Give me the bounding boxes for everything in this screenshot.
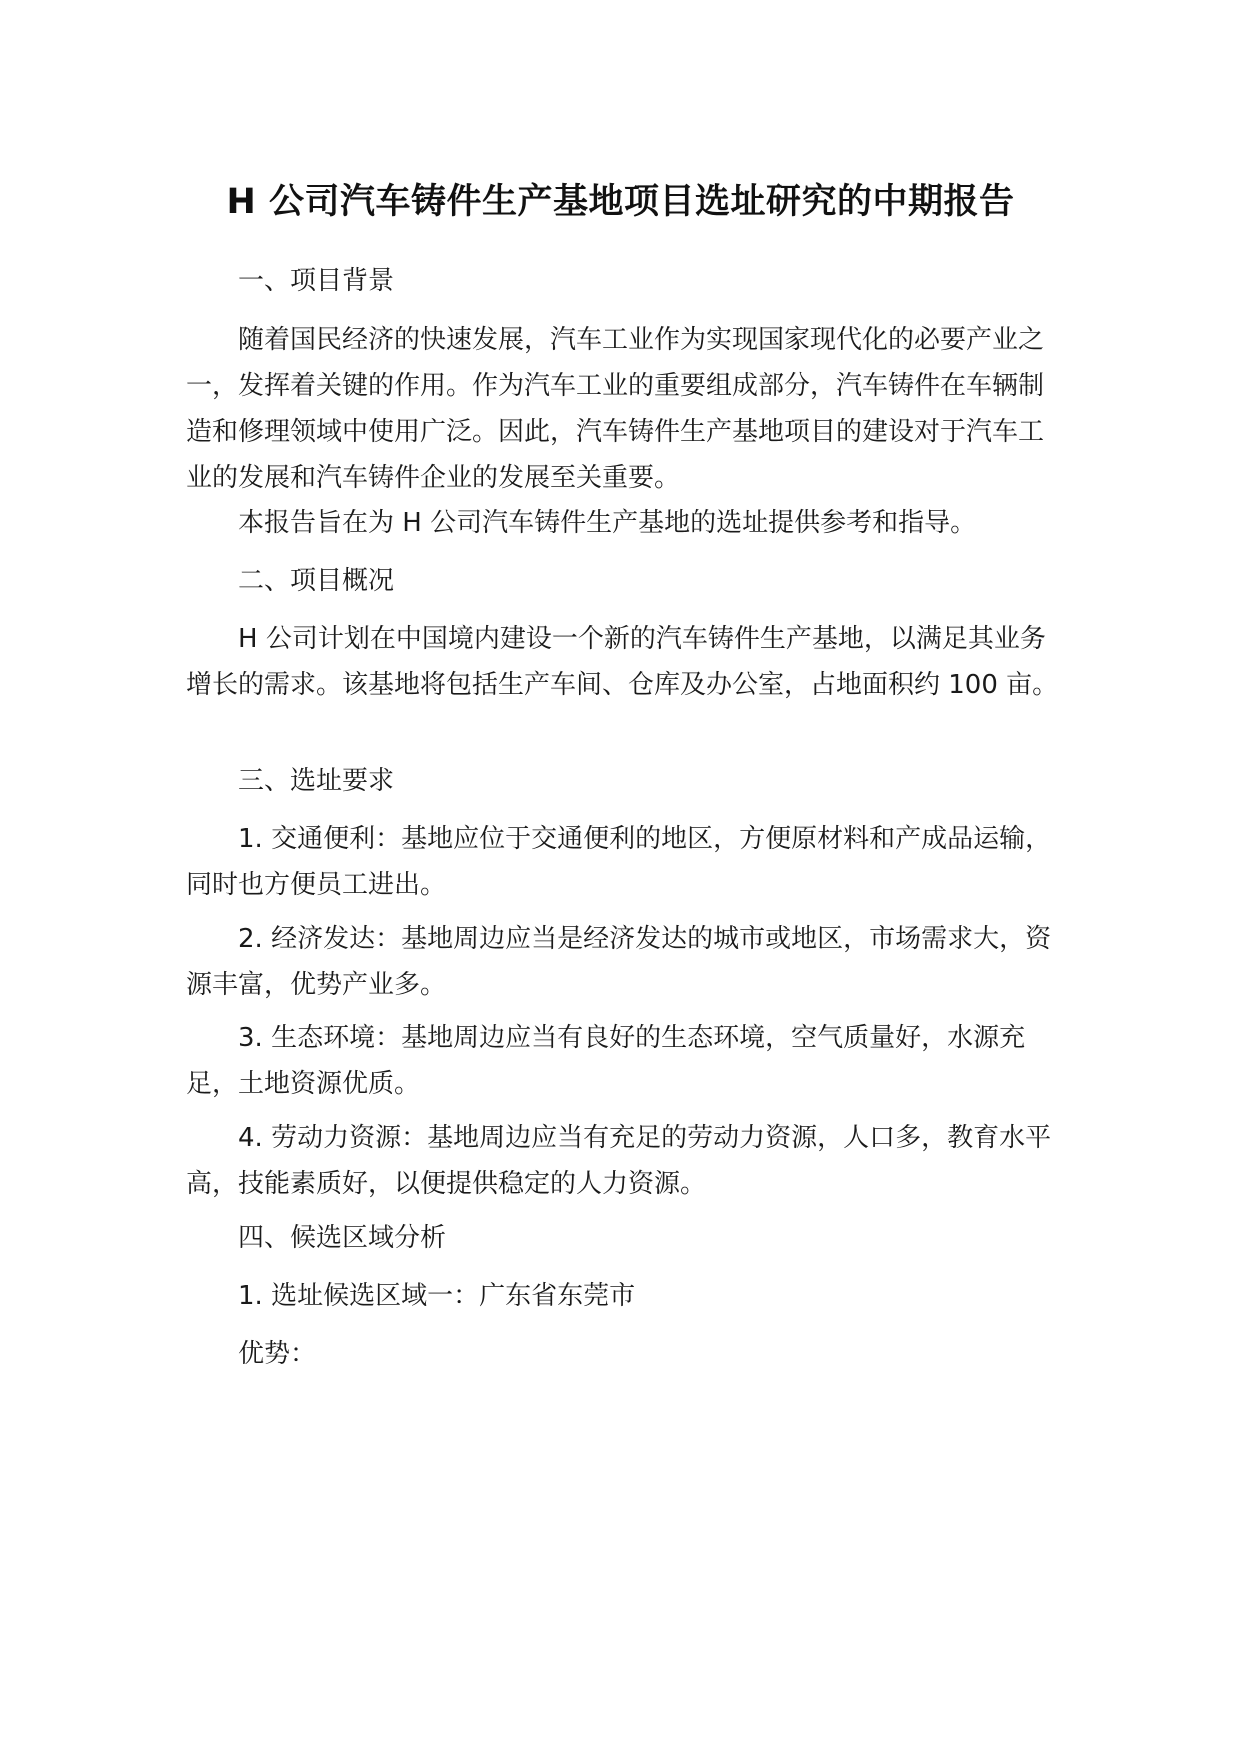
paragraph-heading-2: 二、项目概况	[238, 566, 395, 596]
paragraph-heading-1: 一、项目背景	[238, 266, 395, 296]
requirement-item-4-text: 4. 劳动力资源：基地周边应当有充足的劳动力资源，人口多，教育水平高，技能素质好，以便提供稳定的人力资源。	[186, 1123, 1052, 1199]
paragraph-heading-4: 四、候选区域分析	[238, 1223, 447, 1253]
paragraph-purpose-text: 本报告旨在为 H 公司汽车铸件生产基地的选址提供参考和指导。	[238, 508, 977, 538]
requirement-item-2-text: 2. 经济发达：基地周边应当是经济发达的城市或地区，市场需求大，资源丰富，优势产业多。	[186, 924, 1052, 1000]
paragraph-overview	[186, 616, 1066, 708]
requirement-item-4	[186, 1115, 1066, 1207]
requirement-item-3-text: 3. 生态环境：基地周边应当有良好的生态环境，空气质量好，水源充足，土地资源优质。	[186, 1023, 1026, 1099]
paragraph-purpose	[186, 500, 1066, 546]
document-title: H 公司汽车铸件生产基地项目选址研究的中期报告	[226, 182, 1015, 222]
candidate-region-1	[186, 1273, 1066, 1319]
requirement-item-2	[186, 916, 1066, 1008]
candidate-region-1-text: 1. 选址候选区域一：广东省东莞市	[238, 1281, 636, 1311]
section-heading-background	[186, 258, 1066, 304]
section-heading-requirements	[186, 758, 1066, 804]
section-heading-candidates	[186, 1215, 1066, 1261]
paragraph-background-text: 随着国民经济的快速发展，汽车工业作为实现国家现代化的必要产业之一，发挥着关键的作用。作为汽车工业的重要组成部分，汽车铸件在车辆制造和修理领域中使用广泛。因此，汽车铸件生产基地项目的建设对于汽车工业的发展和汽车铸件企业的发展至关重要。	[186, 325, 1045, 493]
requirement-item-1	[186, 816, 1066, 908]
advantages-label-text: 优势：	[238, 1339, 317, 1369]
section-heading-overview	[186, 558, 1066, 604]
requirement-item-1-text: 1. 交通便利：基地应位于交通便利的地区，方便原材料和产成品运输，同时也方便员工进出。	[186, 824, 1052, 900]
paragraph-overview-text: H 公司计划在中国境内建设一个新的汽车铸件生产基地，以满足其业务增长的需求。该基地将包括生产车间、仓库及办公室，占地面积约 100 亩。	[186, 624, 1059, 700]
advantages-label	[186, 1331, 1066, 1377]
paragraph-background	[186, 317, 1066, 501]
requirement-item-3	[186, 1015, 1066, 1107]
paragraph-heading-3: 三、选址要求	[238, 766, 395, 796]
